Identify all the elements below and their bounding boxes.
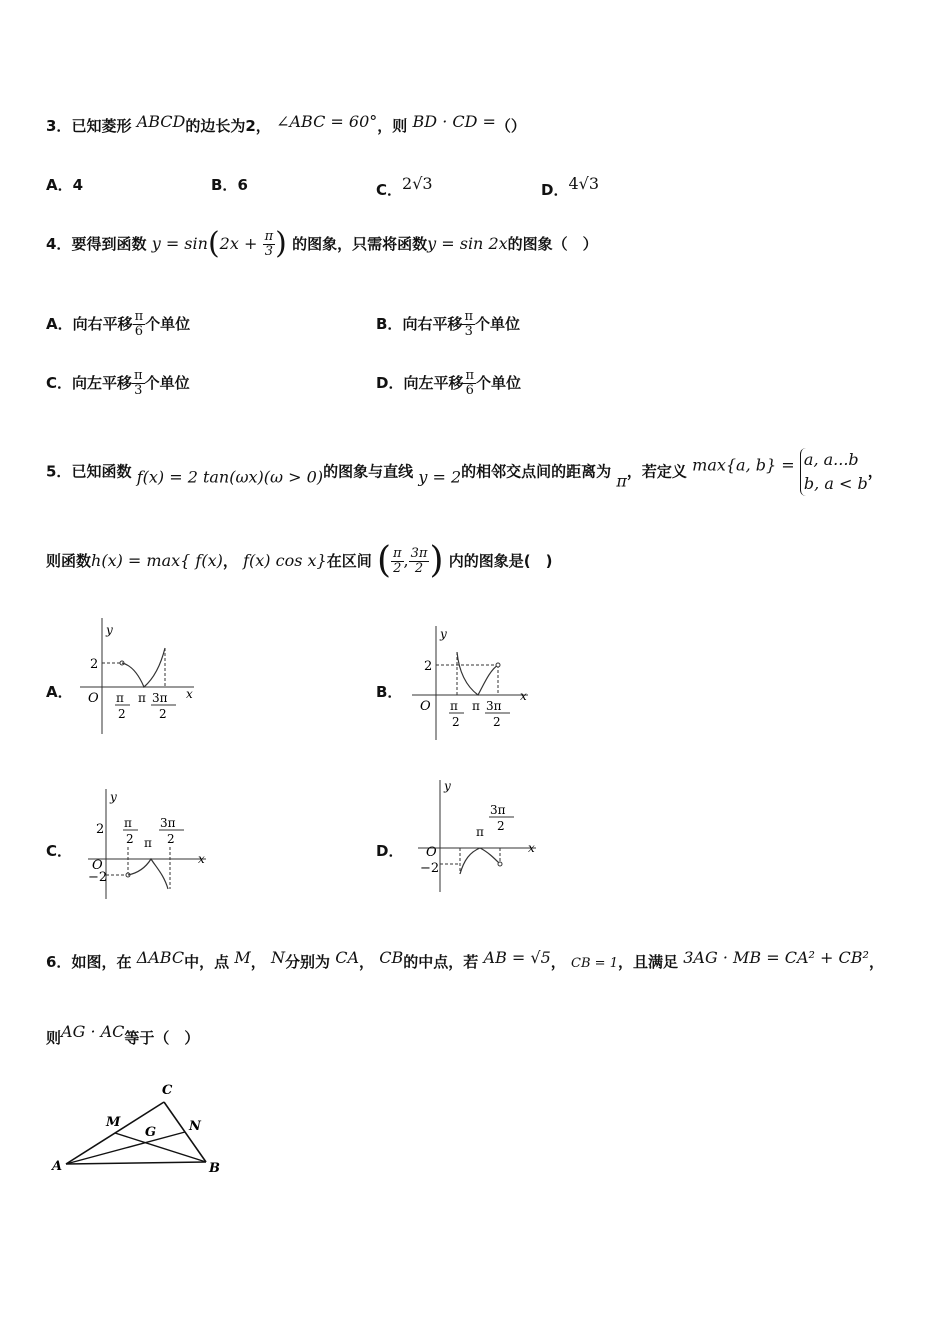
svg-text:3π: 3π — [490, 803, 506, 817]
svg-text:−2: −2 — [88, 870, 108, 885]
q4-option-c[interactable]: C．向左平移 $\frac{\pi}{3}$ 个单位 — [46, 368, 190, 398]
point-g: G — [145, 1125, 157, 1140]
x-label: x — [186, 687, 193, 701]
curve — [122, 648, 165, 687]
triangle-figure — [46, 1078, 236, 1178]
side-ab — [66, 1162, 206, 1164]
svg-text:2: 2 — [452, 715, 460, 729]
q3-option-b[interactable]: B．6 — [211, 176, 248, 194]
vertex-a: A — [52, 1159, 63, 1174]
question-3-stem: 3．已知菱形 ABCD的边长为2， ∠ABC = 60°，则 BD · CD =（） — [46, 112, 526, 135]
q5-option-b[interactable]: B． — [376, 683, 403, 701]
q5-option-d[interactable]: D． — [376, 842, 404, 860]
graph-c — [84, 785, 214, 903]
svg-text:y: y — [440, 627, 447, 641]
point-m: M — [106, 1115, 121, 1130]
svg-text:2: 2 — [497, 819, 505, 833]
question-4-stem: 4．要得到函数 y = sin(2x + $\frac{\pi}{3}$ ) 的图象，只需将函数y = sin 2x的图象（ ） — [46, 226, 598, 261]
svg-text:π: π — [144, 836, 152, 850]
tick-2: 2 — [90, 657, 99, 672]
vertex-c: C — [162, 1083, 173, 1098]
q3-option-a[interactable]: A．4 — [46, 176, 84, 194]
graph-a — [76, 618, 206, 738]
svg-text:O: O — [420, 699, 431, 714]
svg-text:O: O — [426, 845, 437, 860]
curve — [457, 652, 498, 695]
q3-option-c[interactable]: C．2√3 — [376, 174, 433, 199]
svg-text:2: 2 — [167, 832, 175, 846]
svg-text:2: 2 — [96, 822, 105, 837]
question-5-stem: 5．已知函数 f(x) = 2 tan(ωx)(ω > 0)的图象与直线 y = 2的相邻交点间的距离为 π，若定义 max{a, b} = a, a...b b, a < b ， — [46, 448, 883, 496]
curve — [460, 848, 500, 874]
q4-option-d[interactable]: D．向左平移 $\frac{\pi}{6}$ 个单位 — [376, 368, 522, 398]
svg-text:y: y — [444, 779, 451, 793]
question-number: 3． — [46, 117, 72, 135]
graph-d — [414, 776, 544, 896]
svg-text:x: x — [198, 852, 205, 866]
svg-text:2: 2 — [118, 707, 126, 721]
q5-option-a[interactable]: A． — [46, 683, 73, 701]
tick-3pi-over-2: 3π — [152, 691, 168, 705]
q4-option-a[interactable]: A．向右平移 $\frac{\pi}{6}$ 个单位 — [46, 309, 191, 339]
svg-text:π: π — [472, 699, 480, 713]
svg-text:x: x — [520, 689, 527, 703]
tick-pi-over-2: π — [116, 691, 124, 705]
q3-option-d[interactable]: D．4√3 — [541, 174, 600, 199]
svg-text:π: π — [476, 825, 484, 839]
q5-option-c[interactable]: C． — [46, 842, 73, 860]
vertex-b: B — [209, 1161, 220, 1176]
svg-text:2: 2 — [493, 715, 501, 729]
svg-text:−2: −2 — [420, 861, 440, 876]
svg-text:3π: 3π — [486, 699, 502, 713]
svg-text:2: 2 — [424, 659, 433, 674]
graph-b — [408, 622, 538, 744]
svg-text:2: 2 — [126, 832, 134, 846]
y-label: y — [106, 623, 113, 637]
curve — [128, 859, 168, 889]
svg-text:π: π — [124, 816, 132, 830]
svg-text:2: 2 — [159, 707, 167, 721]
svg-text:x: x — [528, 841, 535, 855]
question-6-stem-line2: 则AG · AC等于（ ） — [46, 1022, 200, 1047]
svg-text:y: y — [110, 790, 117, 804]
tick-pi: π — [138, 691, 146, 705]
svg-text:O: O — [92, 858, 103, 873]
point-n: N — [189, 1119, 201, 1134]
origin-label: O — [88, 691, 99, 706]
question-5-stem-line2: 则函数h(x) = max{ f(x)， f(x) cos x}在区间 ( $\frac{\pi}{2}$ , $\frac{3\pi}{2}$ ) 内的图象是( ) — [46, 540, 553, 581]
svg-text:π: π — [450, 699, 458, 713]
question-6-stem: 6．如图，在 ΔABC中，点 M， N分别为 CA， CB的中点，若 AB = √5， CB = 1，且满足 3AG · MB = CA² + CB²， — [46, 948, 884, 971]
q4-option-b[interactable]: B．向右平移 $\frac{\pi}{3}$ 个单位 — [376, 309, 521, 339]
svg-text:3π: 3π — [160, 816, 176, 830]
